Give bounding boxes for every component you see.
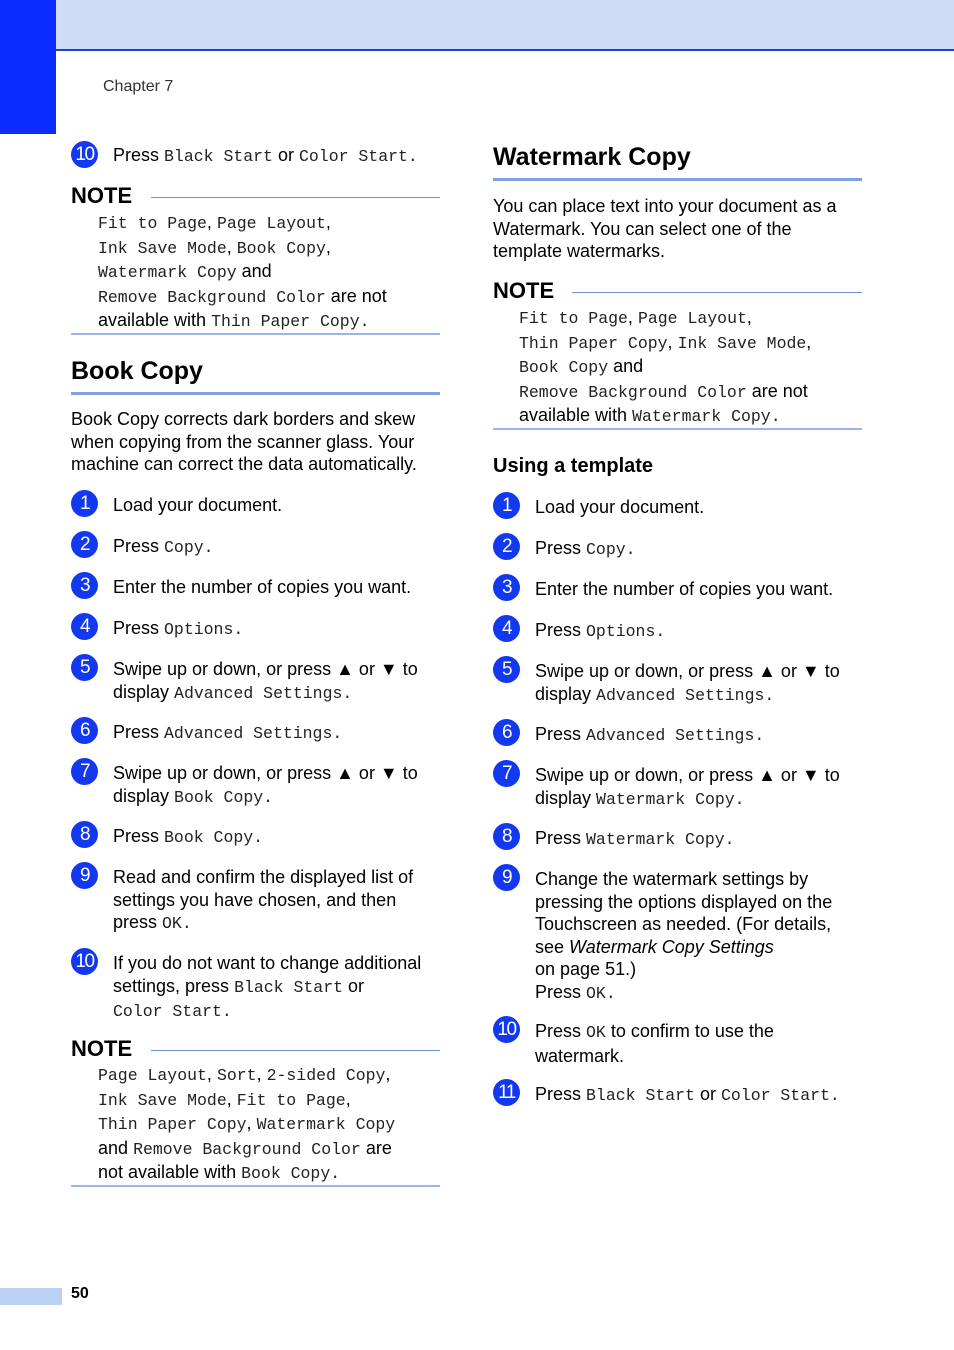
section-title: Watermark Copy bbox=[493, 143, 691, 171]
step-text: If you do not want to change additional settings, press Black Start or Color Start. bbox=[113, 953, 422, 1021]
step-text: Swipe up or down, or press ▲ or ▼ to display Advanced Settings. bbox=[535, 661, 840, 705]
note-end-rule bbox=[71, 1185, 440, 1187]
chapter-tab bbox=[0, 0, 56, 134]
step-number-badge: 1 bbox=[71, 490, 98, 517]
step-number-badge: 3 bbox=[493, 574, 520, 601]
step-text: Press Options. bbox=[535, 620, 666, 641]
step-number-badge: 3 bbox=[71, 572, 98, 599]
step-number-badge: 4 bbox=[493, 615, 520, 642]
step-number-badge: 11 bbox=[493, 1079, 520, 1106]
page-number-bar bbox=[0, 1288, 62, 1305]
step-text: Load your document. bbox=[535, 497, 705, 517]
step-number-badge: 5 bbox=[71, 654, 98, 681]
step-number-badge: 10 bbox=[71, 948, 98, 975]
intro-paragraph: You can place text into your document as a Watermark. You can select one of the template watermarks. bbox=[493, 196, 837, 261]
step-text: Press Black Start or Color Start. bbox=[113, 145, 418, 166]
step-number-badge: 7 bbox=[71, 758, 98, 785]
step-number-badge: 2 bbox=[71, 531, 98, 558]
step-text: Load your document. bbox=[113, 495, 283, 515]
step-10-prev bbox=[71, 141, 441, 171]
step-number-badge: 1 bbox=[493, 492, 520, 519]
note-rule bbox=[151, 1050, 440, 1051]
section-title-rule bbox=[493, 178, 862, 181]
step-number-badge: 8 bbox=[71, 821, 98, 848]
step-number-badge: 4 bbox=[71, 613, 98, 640]
note-body: Fit to Page, Page Layout, Ink Save Mode, Book Copy, Watermark Copy and Remove Background Color are not available with Thin Paper Copy. bbox=[98, 212, 387, 331]
step-number-badge: 9 bbox=[71, 862, 98, 889]
step-text: Swipe up or down, or press ▲ or ▼ to display Advanced Settings. bbox=[113, 659, 418, 703]
note-end-rule bbox=[493, 428, 862, 430]
step-number-badge: 10 bbox=[71, 141, 98, 168]
subsection-title: Using a template bbox=[493, 455, 654, 477]
note-rule bbox=[572, 292, 862, 293]
step-text: Press OK to confirm to use the watermark. bbox=[535, 1021, 774, 1066]
step-text: Press Copy. bbox=[535, 538, 636, 559]
step-text: Read and confirm the displayed list of settings you have chosen, and then press OK. bbox=[113, 867, 414, 933]
step-text: Press Copy. bbox=[113, 536, 214, 557]
step-text: Enter the number of copies you want. bbox=[113, 577, 412, 597]
step-text: Change the watermark settings by pressing the options displayed on the Touchscreen as needed. (For details, see Watermark Copy Settings on page 51.) Press OK. bbox=[535, 869, 833, 1003]
note-label: NOTE bbox=[493, 278, 555, 303]
note-end-rule bbox=[71, 333, 440, 335]
header-band bbox=[0, 0, 954, 51]
step-number-badge: 7 bbox=[493, 760, 520, 787]
section-title: Book Copy bbox=[71, 357, 203, 385]
step-text: Press Advanced Settings. bbox=[535, 724, 765, 745]
intro-paragraph: Book Copy corrects dark borders and skew when copying from the scanner glass. Your machine can correct the data automatically. bbox=[71, 409, 417, 474]
chapter-label: Chapter 7 bbox=[103, 78, 174, 95]
note-body: Page Layout, Sort, 2-sided Copy, Ink Save Mode, Fit to Page, Thin Paper Copy, Watermark Copy and Remove Background Color are not available with Book Copy. bbox=[98, 1064, 396, 1183]
step-text: Press Advanced Settings. bbox=[113, 722, 343, 743]
step-text: Press Watermark Copy. bbox=[535, 828, 735, 849]
step-number-badge: 10 bbox=[493, 1016, 520, 1043]
step-number-badge: 8 bbox=[493, 823, 520, 850]
section-title-rule bbox=[71, 392, 440, 395]
step-text: Press Book Copy. bbox=[113, 826, 264, 847]
step-number-badge: 6 bbox=[71, 717, 98, 744]
step-text: Press Black Start or Color Start. bbox=[535, 1084, 840, 1105]
page-number: 50 bbox=[71, 1285, 89, 1302]
step-text: Press Options. bbox=[113, 618, 244, 639]
step-text: Enter the number of copies you want. bbox=[535, 579, 834, 599]
note-label: NOTE bbox=[71, 183, 133, 208]
step-text: Swipe up or down, or press ▲ or ▼ to display Watermark Copy. bbox=[535, 765, 840, 809]
note-body: Fit to Page, Page Layout, Thin Paper Copy, Ink Save Mode, Book Copy and Remove Background Color are not available with Watermark Copy. bbox=[519, 307, 812, 426]
step-number-badge: 5 bbox=[493, 656, 520, 683]
step-number-badge: 2 bbox=[493, 533, 520, 560]
note-rule bbox=[151, 197, 440, 198]
step-number-badge: 9 bbox=[493, 864, 520, 891]
step-number-badge: 6 bbox=[493, 719, 520, 746]
note-label: NOTE bbox=[71, 1036, 133, 1061]
step-text: Swipe up or down, or press ▲ or ▼ to display Book Copy. bbox=[113, 763, 418, 807]
